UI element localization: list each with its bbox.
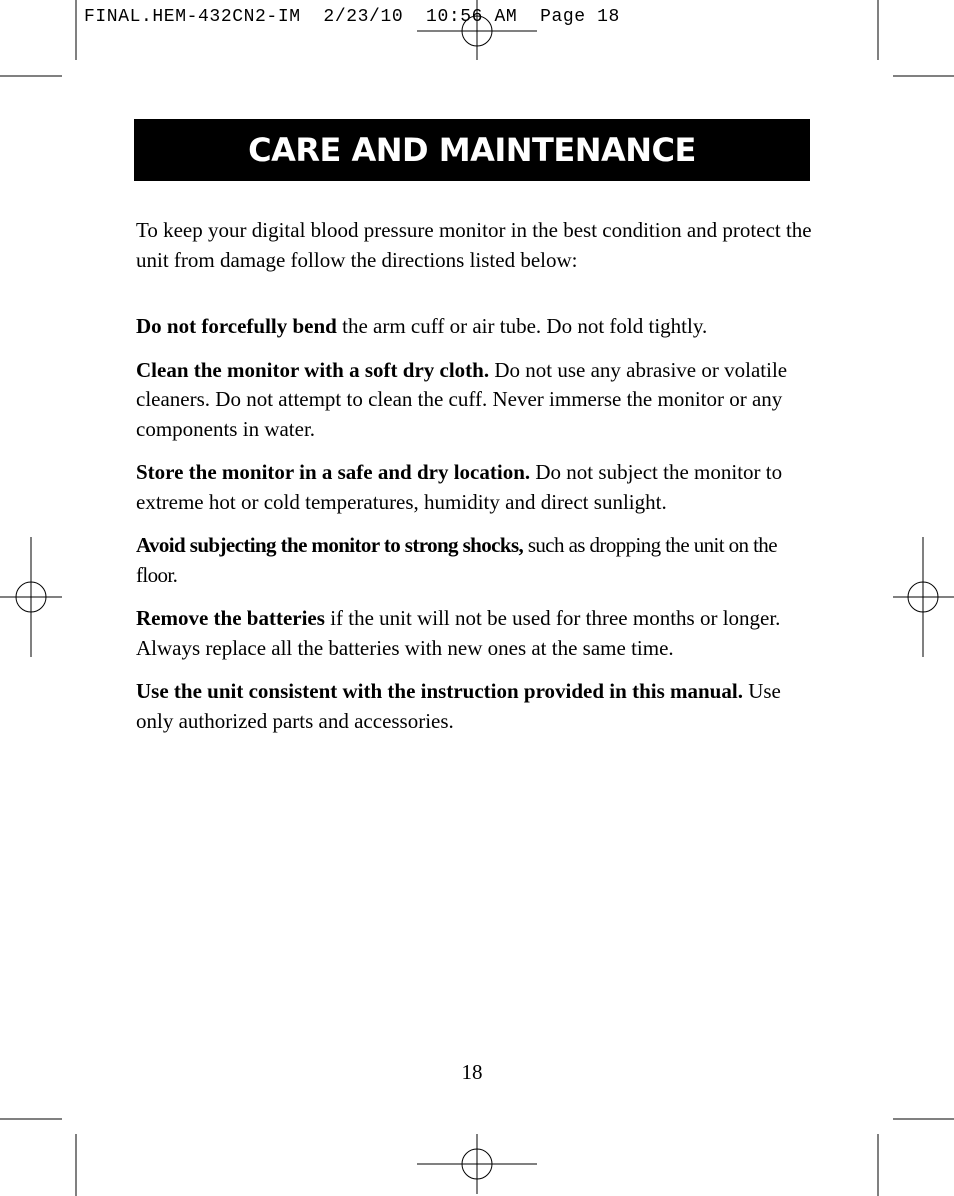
registration-mark-left xyxy=(0,537,62,657)
care-item-bend xyxy=(136,312,816,342)
care-item-heading: Store the monitor in a safe and dry location. xyxy=(136,460,531,484)
section-title: CARE AND MAINTENANCE xyxy=(248,131,696,169)
care-item-text: if the unit will not be used for three months or longer. Always replace all the batteries with new ones at the same time. xyxy=(136,606,781,660)
print-slug: FINAL.HEM-432CN2-IM 2/23/10 10:56 AM Page 18 xyxy=(84,7,620,27)
care-item-batteries xyxy=(136,604,816,663)
page-number: 18 xyxy=(461,1060,483,1084)
section-title-bar xyxy=(134,119,810,181)
care-item-store xyxy=(136,458,816,517)
care-item-heading: Do not forcefully bend xyxy=(136,314,337,338)
care-item-instructions xyxy=(136,677,816,736)
care-item-text: the arm cuff or air tube. Do not fold tightly. xyxy=(336,314,708,338)
care-item-heading: Use the unit consistent with the instruction provided in this manual. xyxy=(136,679,743,703)
care-item-heading: Remove the batteries xyxy=(136,606,325,630)
care-item-text: Use only authorized parts and accessories. xyxy=(136,679,781,733)
care-item-text: Do not subject the monitor to extreme hot or cold temperatures, humidity and direct sunlight. xyxy=(136,460,783,514)
care-item-text: such as dropping the unit on the floor. xyxy=(136,533,777,587)
care-item-text: Do not use any abrasive or volatile cleaners. Do not attempt to clean the cuff. Never immerse the monitor or any components in water. xyxy=(136,357,788,441)
intro-paragraph: To keep your digital blood pressure monitor in the best condition and protect the unit from damage follow the directions listed below: xyxy=(136,218,812,272)
care-item-heading: Clean the monitor with a soft dry cloth. xyxy=(136,357,490,382)
registration-mark-right xyxy=(893,537,954,657)
care-item-heading: Avoid subjecting the monitor to strong shocks, xyxy=(136,533,524,557)
body-content xyxy=(136,216,816,750)
registration-mark-bottom xyxy=(417,1134,537,1194)
care-item-clean xyxy=(136,356,816,445)
care-item-shocks xyxy=(136,531,816,590)
